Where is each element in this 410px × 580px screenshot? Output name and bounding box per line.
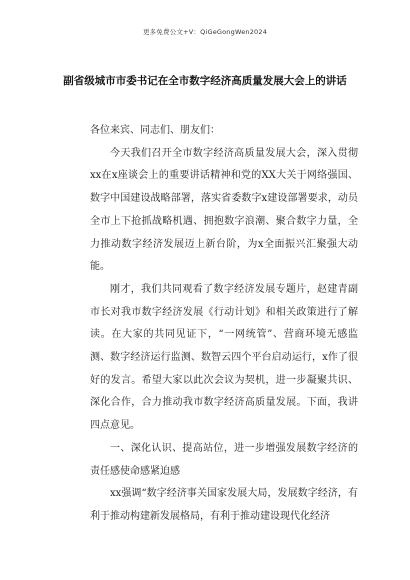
document-title: 副省级城市市委书记在全市数字经济高质量发展大会上的讲话 <box>63 75 347 87</box>
body-paragraph: 刚才，我们共同观看了数字经济发展专题片，赵建青副市长对我市数字经济发展《行动计划》和相关政策进行了解读。在大家的共同见证下，“一网统管”、营商环境无感监测、数字经济运行监测、数智云四个平台启动运行，x作了很好的发言。希望大家以此次会议为契机，进一步凝聚共识、深化合作，合力推动我市数字经济高质量发展。下面，我讲四点意见。 <box>90 283 358 432</box>
salutation-paragraph: 各位来宾、同志们、朋友们： <box>90 125 220 136</box>
section-heading: 一、深化认识、提高站位，进一步增强发展数字经济的责任感使命感紧迫感 <box>90 442 358 477</box>
header-note: 更多免费公文+V：QiGeGongWen2024 <box>142 28 268 36</box>
body-paragraph: xx强调“数字经济事关国家发展大局，发展数字经济，有利于推动构建新发展格局，有利于推动建设现代化经济 <box>90 488 358 522</box>
document-body <box>90 120 358 529</box>
body-paragraph: 今天我们召开全市数字经济高质量发展大会，深入贯彻xx在x座谈会上的重要讲话精神和党的XX大关于网络强国、数字中国建设战略部署，落实省委数字x建设部署要求，动员全市上下抢抓战略机遇、拥抱数字浪潮、聚合数字力量，全力推动数字经济发展迈上新台阶，为x全面振兴汇聚强大动能。 <box>90 147 358 273</box>
